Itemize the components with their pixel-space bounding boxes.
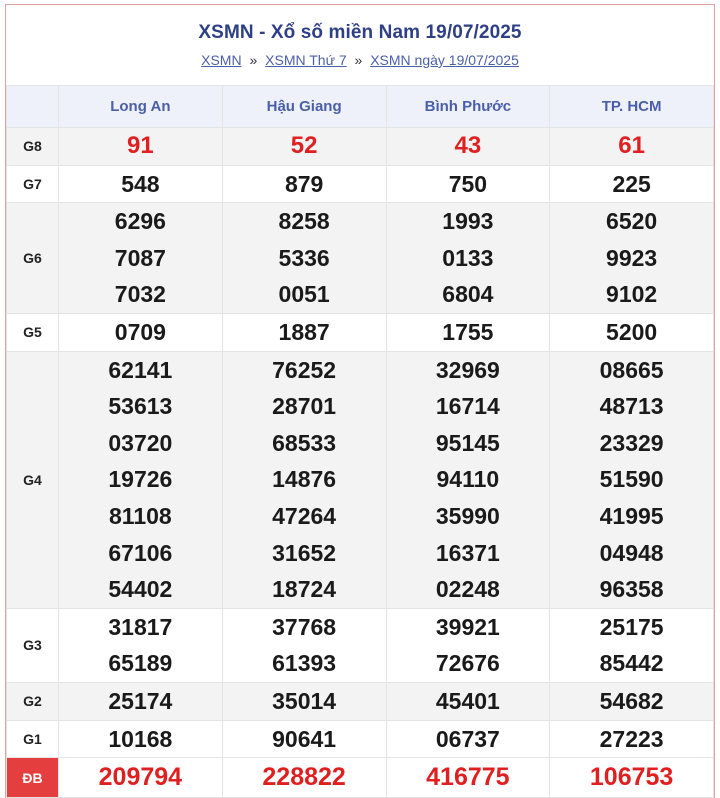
prize-number: 62141 <box>108 356 173 383</box>
prize-row-8 <box>7 758 714 798</box>
prize-number: 14876 <box>272 466 337 493</box>
prize-number: 1755 <box>442 318 494 345</box>
province-header: Hậu Giang <box>222 86 386 128</box>
prize-cell <box>222 313 386 351</box>
prize-number: 65189 <box>108 650 173 677</box>
prize-cell <box>222 128 386 166</box>
prize-number: 23329 <box>599 429 664 456</box>
prize-number: 85442 <box>599 650 664 677</box>
prize-cell <box>59 165 223 203</box>
province-header: TP. HCM <box>550 86 714 128</box>
prize-label: G3 <box>7 608 59 682</box>
breadcrumb-separator: » <box>354 52 363 68</box>
breadcrumb <box>6 52 714 68</box>
prize-label: G2 <box>7 682 59 720</box>
prize-number: 04948 <box>599 539 664 566</box>
prize-number: 90641 <box>272 725 337 752</box>
prize-cell <box>386 313 550 351</box>
prize-cell <box>550 608 714 682</box>
province-header: Long An <box>59 86 223 128</box>
prize-number: 72676 <box>435 650 500 677</box>
prize-cell <box>222 351 386 608</box>
prize-label: G6 <box>7 203 59 314</box>
prize-number: 9102 <box>606 281 658 308</box>
prize-number: 7032 <box>114 281 166 308</box>
prize-row-6 <box>7 682 714 720</box>
breadcrumb-separator: » <box>249 52 258 68</box>
prize-number: 47264 <box>272 502 337 529</box>
prize-number: 27223 <box>599 725 664 752</box>
prize-number: 6520 <box>606 208 658 235</box>
prize-cell <box>386 128 550 166</box>
prize-number: 51590 <box>599 466 664 493</box>
prize-number: 41995 <box>599 502 664 529</box>
prize-cell <box>386 682 550 720</box>
breadcrumb-link-date[interactable]: XSMN ngày 19/07/2025 <box>370 52 519 68</box>
prize-number: 76252 <box>272 356 337 383</box>
prize-row-7 <box>7 720 714 758</box>
prize-cell <box>550 758 714 798</box>
prize-row-4 <box>7 351 714 608</box>
prize-number: 52 <box>290 132 318 159</box>
province-header: Bình Phước <box>386 86 550 128</box>
prize-cell <box>222 165 386 203</box>
prize-label: G1 <box>7 720 59 758</box>
prize-cell <box>59 351 223 608</box>
prize-cell <box>222 682 386 720</box>
prize-number: 209794 <box>98 763 183 792</box>
prize-number: 28701 <box>272 393 337 420</box>
prize-number: 548 <box>121 170 160 197</box>
prize-number: 35014 <box>272 687 337 714</box>
prize-label: G5 <box>7 313 59 351</box>
prize-number: 02248 <box>435 576 500 603</box>
prize-cell <box>59 313 223 351</box>
prize-number: 03720 <box>108 429 173 456</box>
prize-number: 750 <box>448 170 488 197</box>
page-title: XSMN - Xổ số miền Nam 19/07/2025 <box>198 22 522 43</box>
prize-cell <box>386 203 550 314</box>
prize-number: 53613 <box>108 393 173 420</box>
prize-cell <box>222 608 386 682</box>
prize-cell <box>550 165 714 203</box>
prize-number: 95145 <box>435 429 500 456</box>
prize-number: 96358 <box>599 576 664 603</box>
prize-number: 35990 <box>435 502 500 529</box>
prize-cell <box>386 351 550 608</box>
prize-number: 5336 <box>278 244 330 271</box>
prize-cell <box>386 608 550 682</box>
prize-number: 08665 <box>599 356 664 383</box>
prize-number: 6804 <box>442 281 494 308</box>
prize-number: 228822 <box>262 763 346 792</box>
prize-number: 54402 <box>108 576 173 603</box>
prize-cell <box>59 203 223 314</box>
breadcrumb-link-xsmn[interactable]: XSMN <box>201 52 242 68</box>
prize-cell <box>550 203 714 314</box>
prize-number: 43 <box>454 132 482 159</box>
prize-number: 5200 <box>606 318 658 345</box>
prize-row-0 <box>7 128 714 166</box>
prize-number: 54682 <box>599 687 664 714</box>
prize-number: 67106 <box>108 539 173 566</box>
prize-cell <box>550 351 714 608</box>
prize-number: 39921 <box>435 613 500 640</box>
header-corner <box>7 86 59 128</box>
prize-number: 1993 <box>442 208 494 235</box>
prize-number: 25174 <box>108 687 173 714</box>
prize-number: 416775 <box>426 763 510 792</box>
prize-number: 91 <box>127 132 154 159</box>
prize-number: 31817 <box>108 613 173 640</box>
prize-number: 32969 <box>435 356 500 383</box>
prize-cell <box>59 682 223 720</box>
prize-label: G8 <box>7 128 59 166</box>
prize-number: 94110 <box>436 466 500 493</box>
province-header-row <box>7 86 714 128</box>
prize-number: 6296 <box>114 208 166 235</box>
prize-number: 61 <box>618 132 645 159</box>
prize-cell <box>59 758 223 798</box>
prize-cell <box>386 165 550 203</box>
prize-number: 25175 <box>599 613 664 640</box>
prize-number: 31652 <box>272 539 337 566</box>
prize-number: 0709 <box>114 318 166 345</box>
prize-number: 06737 <box>435 725 500 752</box>
prize-number: 81108 <box>109 502 172 529</box>
prize-label: G4 <box>7 351 59 608</box>
prize-number: 37768 <box>272 613 337 640</box>
prize-cell <box>550 128 714 166</box>
prize-cell <box>550 682 714 720</box>
prize-cell <box>59 128 223 166</box>
prize-number: 61393 <box>272 650 337 677</box>
prize-number: 879 <box>284 170 324 197</box>
prize-number: 10168 <box>108 725 173 752</box>
prize-number: 45401 <box>435 687 500 714</box>
prize-cell <box>222 203 386 314</box>
prize-row-1 <box>7 165 714 203</box>
prize-number: 16371 <box>435 539 500 566</box>
prize-number: 7087 <box>114 244 166 271</box>
prize-row-2 <box>7 203 714 314</box>
prize-number: 18724 <box>272 576 337 603</box>
prize-number: 48713 <box>599 393 664 420</box>
prize-cell <box>550 313 714 351</box>
prize-number: 0133 <box>442 244 494 271</box>
prize-cell <box>386 720 550 758</box>
prize-cell <box>550 720 714 758</box>
prize-number: 9923 <box>606 244 658 271</box>
prize-number: 8258 <box>278 208 330 235</box>
prize-cell <box>59 608 223 682</box>
breadcrumb-link-weekday[interactable]: XSMN Thứ 7 <box>265 52 347 68</box>
prize-number: 19726 <box>108 466 173 493</box>
prize-number: 16714 <box>435 393 500 420</box>
prize-number: 106753 <box>589 763 674 792</box>
prize-label: G7 <box>7 165 59 203</box>
prize-cell <box>222 720 386 758</box>
prize-number: 0051 <box>278 281 330 308</box>
prize-cell <box>59 720 223 758</box>
prize-cell <box>386 758 550 798</box>
prize-row-5 <box>7 608 714 682</box>
prize-number: 1887 <box>278 318 330 345</box>
prize-rows <box>7 128 714 798</box>
prize-row-3 <box>7 313 714 351</box>
results-table <box>6 85 714 798</box>
prize-cell <box>222 758 386 798</box>
prize-number: 225 <box>612 170 651 197</box>
prize-label: ĐB <box>7 758 59 798</box>
results-header <box>6 5 714 85</box>
results-panel <box>5 4 715 798</box>
prize-number: 68533 <box>272 429 337 456</box>
